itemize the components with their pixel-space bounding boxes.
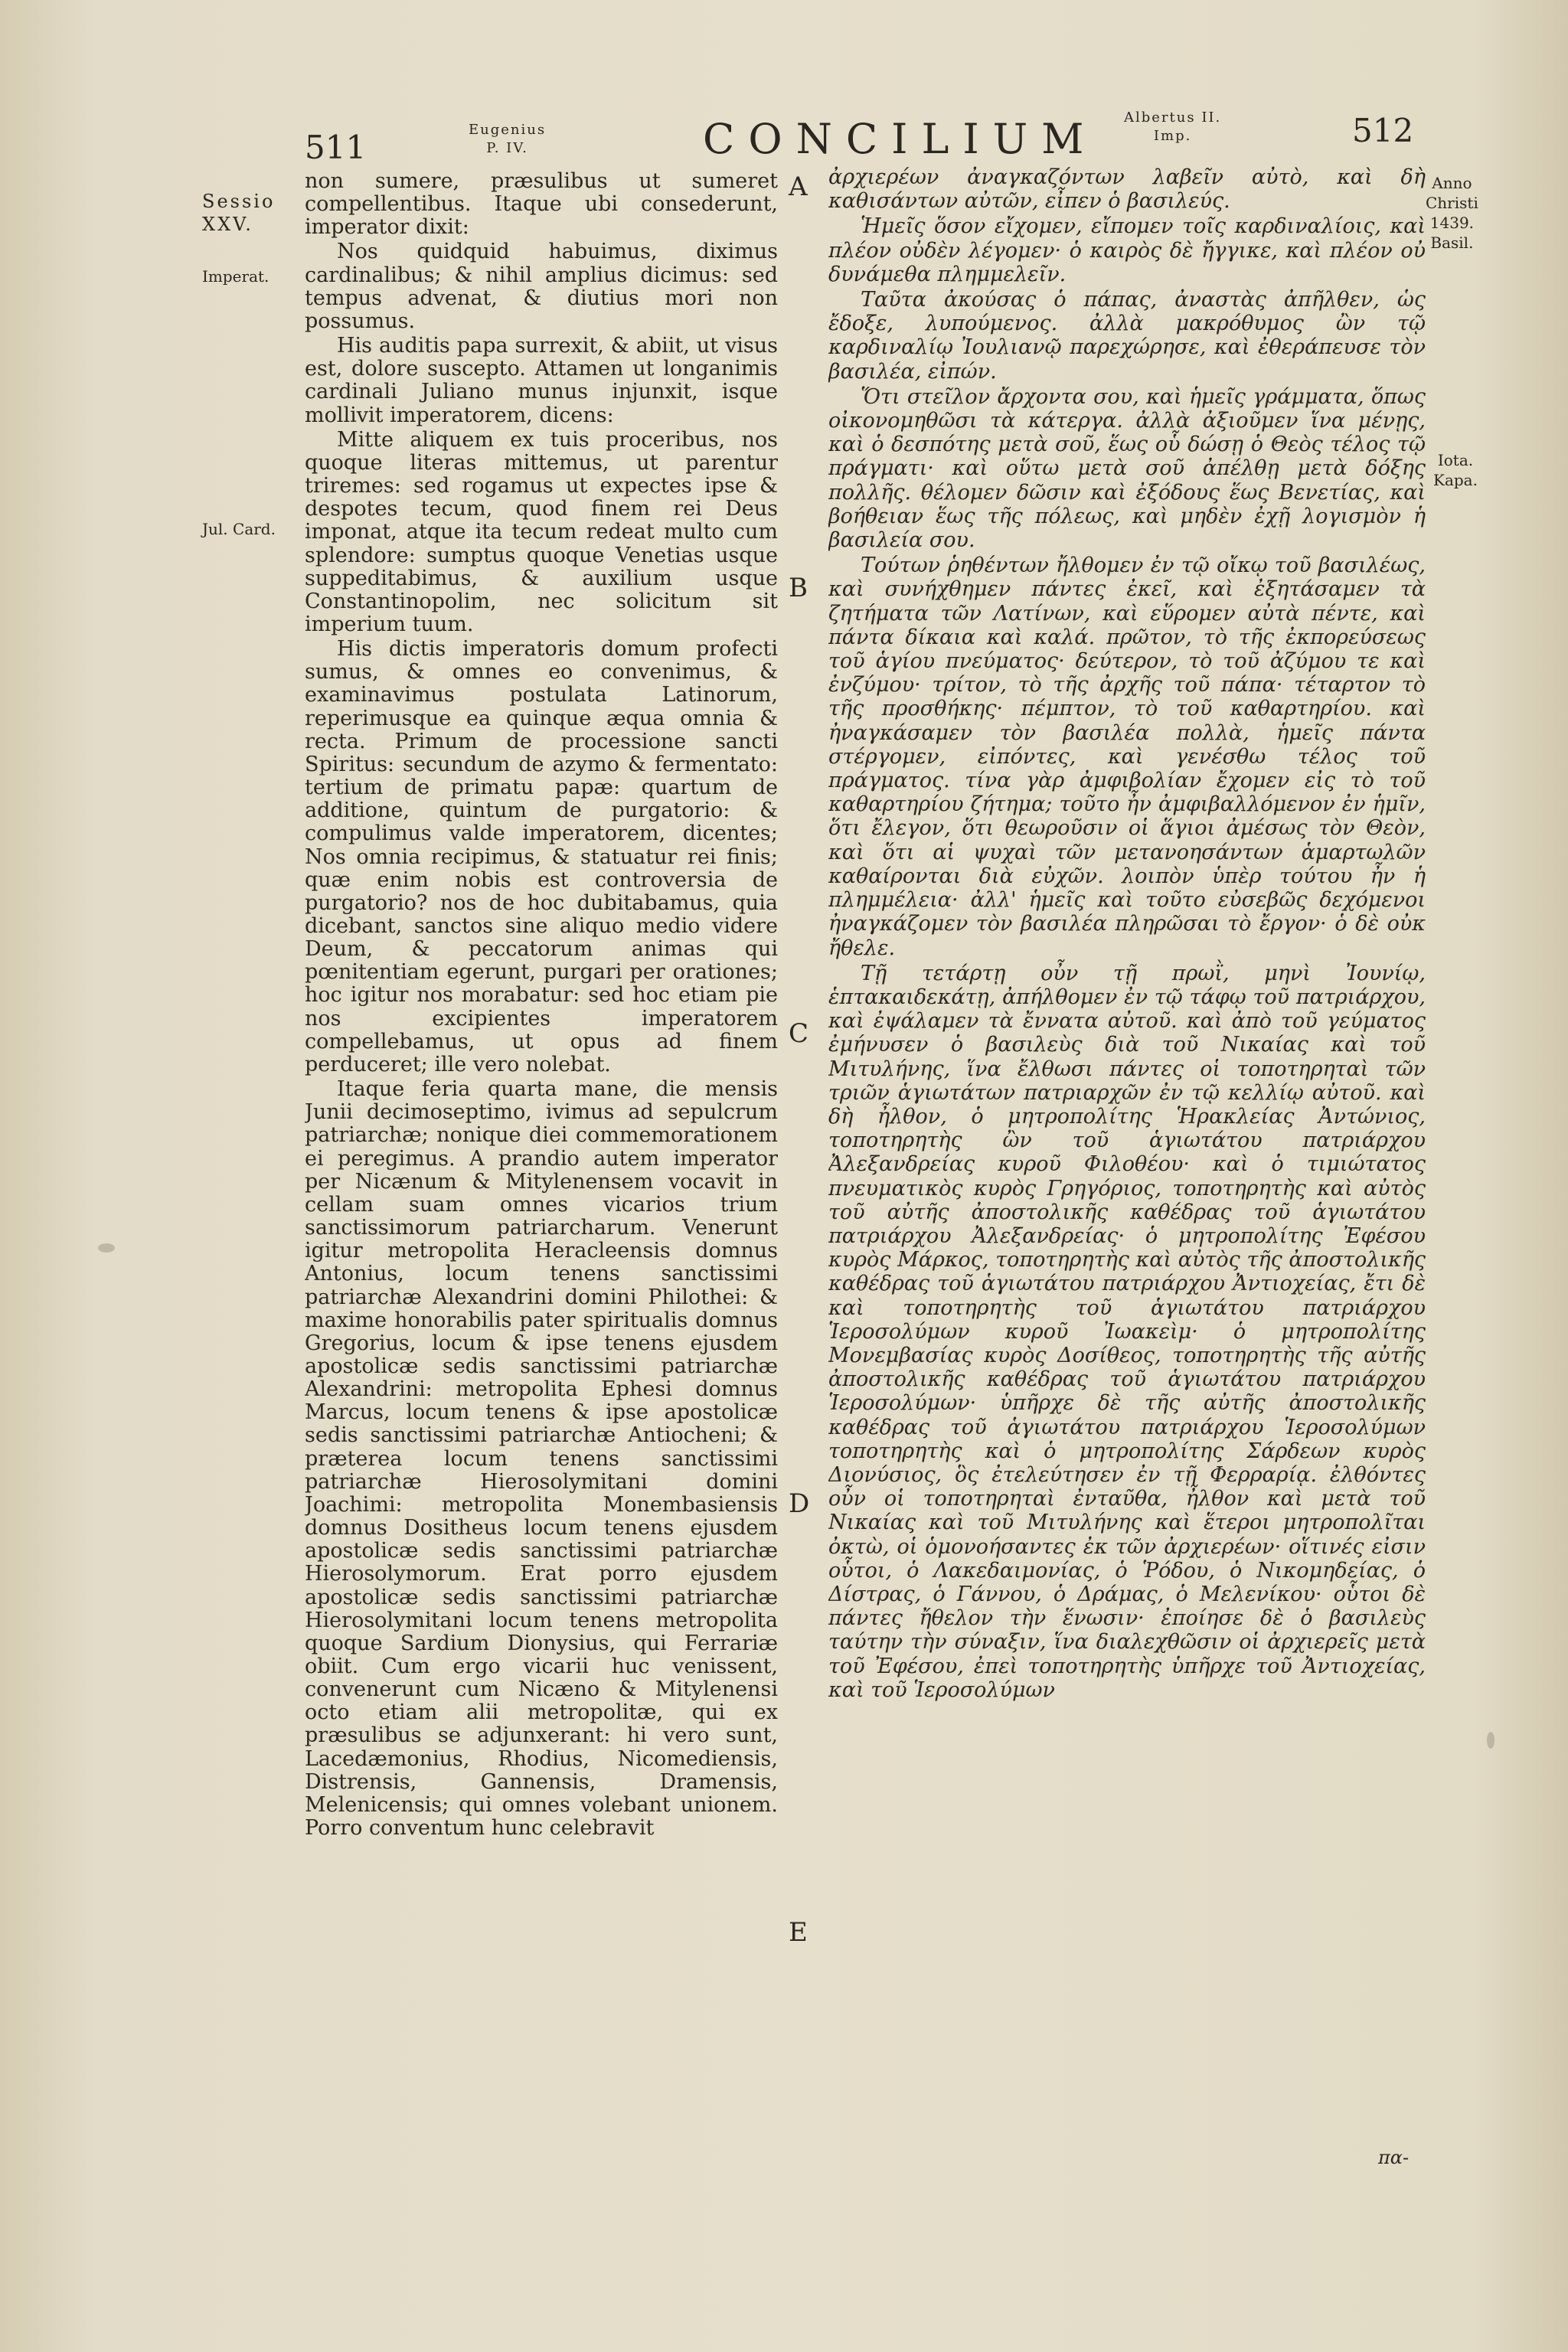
greek-paragraph: ἀρχιερέων ἀναγκαζόντων λαβεῖν αὐτὸ, καὶ δὴ καθισάντων αὐτῶν, εἶπεν ὁ βασιλεύς. bbox=[828, 165, 1426, 214]
margin-note-anno bbox=[1426, 173, 1478, 253]
section-letter-e: E bbox=[789, 1917, 808, 1948]
emperor-subtitle: Imp. bbox=[1153, 128, 1192, 144]
page-number-left: 511 bbox=[305, 129, 367, 166]
ink-smudge bbox=[98, 1243, 115, 1253]
running-head-pope bbox=[469, 121, 546, 158]
greek-column bbox=[828, 165, 1426, 2141]
running-title: CONCILIUM bbox=[703, 115, 1098, 163]
page-number-right: 512 bbox=[1352, 112, 1414, 149]
kapa-label: Kapa. bbox=[1433, 471, 1478, 489]
sessio-number: XXV. bbox=[202, 214, 253, 235]
basil-label: Basil. bbox=[1430, 234, 1474, 252]
latin-paragraph: His auditis papa surrexit, & abiit, ut visus est, dolore suscepto. Attamen ut longanimis cardinali Juliano munus injunxit, isque mollivit imperatorem, dicens: bbox=[305, 334, 778, 427]
margin-note-sessio bbox=[202, 190, 275, 236]
latin-paragraph: Itaque feria quarta mane, die mensis Junii decimoseptimo, ivimus ad sepulcrum patriarchæ; nonique diei commemorationem ei peregimus. A prandio autem imperator per Nicænum & Mitylenensem vocavit in cellam suam omnes vicarios trium sanctissimorum patriarcharum. Venerunt igitur metropolita Heracleensis domnus Antonius, locum tenens sanctissimi patriarchæ Alexandrini domini Philothei: & maxime honorabilis pater spiritualis domnus Gregorius, locum & ipse tenens ejusdem apostolicæ sedis sanctissimi patriarchæ Alexandrini: metropolita Ephesi domnus Marcus, locum tenens & ipse apostolicæ sedis sanctissimi patriarchæ Antiocheni; & præterea locum tenens sanctissimi patriarchæ Hierosolymitani domini Joachimi: metropolita Monembasiensis domnus Dositheus locum tenens ejusdem apostolicæ sedis sanctissimi patriarchæ Hierosolymorum. Erat porro ejusdem apostolicæ sedis sanctissimi patriarchæ Hierosolymitani locum tenens metropolita quoque Sardium Dionysius, qui Ferrariæ obiit. Cum ergo vicarii huc venissent, convenerunt cum Nicæno & Mitylenensi octo etiam alii metropolitæ, qui ex præsulibus se adjunxerant: hi vero sunt, Lacedæmonius, Rhodius, Nicomediensis, Distrensis, Gannensis, Dramensis, Melenicensis; qui omnes volebant unionem. Porro conventum hunc celebravit bbox=[305, 1077, 778, 1841]
greek-paragraph: Ταῦτα ἀκούσας ὁ πάπας, ἀναστὰς ἀπῆλθεν, ὡς ἔδοξε, λυπούμενος. ἀλλὰ μακρόθυμος ὢν τῷ καρδιναλίῳ Ἰουλιανῷ παρεχώρησε, καὶ ἐθεράπευσε τὸν βασιλέα, εἰπών. bbox=[828, 288, 1426, 384]
section-letter-b: B bbox=[789, 573, 808, 603]
greek-paragraph: Τῇ τετάρτῃ οὖν τῇ πρωῒ, μηνὶ Ἰουνίῳ, ἑπτακαιδεκάτῃ, ἀπήλθομεν ἐν τῷ τάφῳ τοῦ πατριάρχου, καὶ ἐψάλαμεν τὰ ἔννατα αὐτοῦ. καὶ ἀπὸ τοῦ γεύματος ἐμήνυσεν ὁ βασιλεὺς διὰ τοῦ Νικαίας καὶ τοῦ Μιτυλήνης, ἵνα ἔλθωσι πάντες οἱ τοποτηρηταὶ τῶν τριῶν ἁγιωτάτων πατριαρχῶν ἐν τῷ κελλίῳ αὐτοῦ. καὶ δὴ ἦλθον, ὁ μητροπολίτης Ἡρακλείας Ἀντώνιος, τοποτηρητὴς ὢν τοῦ ἁγιωτάτου πατριάρχου Ἀλεξανδρείας κυροῦ Φιλοθέου· καὶ ὁ τιμιώτατος πνευματικὸς κυρὸς Γρηγόριος, τοποτηρητὴς καὶ αὐτὸς τοῦ αὐτῆς ἀποστολικῆς καθέδρας τοῦ ἁγιωτάτου πατριάρχου Ἀλεξανδρείας· ὁ μητροπολίτης Ἐφέσου κυρὸς Μάρκος, τοποτηρητὴς καὶ αὐτὸς τῆς ἀποστολικῆς καθέδρας τοῦ ἁγιωτάτου πατριάρχου Ἀντιοχείας, ἔτι δὲ καὶ τοποτηρητὴς τοῦ ἁγιωτάτου πατριάρχου Ἱεροσολύμων κυροῦ Ἰωακεὶμ· ὁ μητροπολίτης Μονεμβασίας κυρὸς Δοσίθεος, τοποτηρητὴς τῆς αὐτῆς ἀποστολικῆς καθέδρας τοῦ ἁγιωτάτου πατριάρχου Ἱεροσολύμων· ὑπῆρχε δὲ τῆς αὐτῆς ἀποστολικῆς καθέδρας τοῦ ἁγιωτάτου πατριάρχου Ἱεροσολύμων τοποτηρητὴς καὶ ὁ μητροπολίτης Σάρδεων κυρὸς Διονύσιος, ὃς ἐτελεύτησεν ἐν τῇ Φερραρίᾳ. ἐλθόντες οὖν οἱ τοποτηρηταὶ ἐνταῦθα, ἦλθον καὶ μετὰ τοῦ Νικαίας καὶ τοῦ Μιτυλήνης καὶ ἕτεροι μητροπολῖται ὀκτὼ, οἱ ὁμονοήσαντες ἐκ τῶν ἀρχιερέων· οἵτινές εἰσιν οὗτοι, ὁ Λακεδαιμονίας, ὁ Ῥόδου, ὁ Νικομηδείας, ὁ Δίστρας, ὁ Γάννου, ὁ Δράμας, ὁ Μελενίκου· οὗτοι δὲ πάντες ἤθελον τὴν ἕνωσιν· ἐποίησε δὲ ὁ βασιλεὺς ταύτην τὴν σύναξιν, ἵνα διαλεχθῶσιν οἱ ἀρχιερεῖς μετὰ τοῦ Ἐφέσου, ἐπεὶ τοποτηρητὴς ὑπῆρχε τοῦ Ἀντιοχείας, καὶ τοῦ Ἱεροσολύμων bbox=[828, 961, 1426, 1702]
greek-paragraph: Ὅτι στεῖλον ἄρχοντα σου, καὶ ἡμεῖς γράμματα, ὅπως οἰκονομηθῶσι τὰ κάτεργα. ἀλλὰ ἀξιοῦμεν ἵνα μένῃς, καὶ ὁ δεσπότης μετὰ σοῦ, ἕως οὗ δώσῃ ὁ Θεὸς τέλος τῷ πράγματι· καὶ οὕτω μετὰ σοῦ ἀπέλθῃ μετὰ δόξης πολλῆς. θέλομεν δῶσιν καὶ ἐξόδους ἕως Βενετίας, καὶ βοήθειαν ἕως τῆς πόλεως, καὶ μηδὲν ἐχῇ λογισμὸν ἡ βασιλεία σου. bbox=[828, 384, 1426, 553]
pope-subtitle: P. IV. bbox=[486, 140, 528, 156]
pope-name: Eugenius bbox=[469, 122, 547, 138]
catchword: πα- bbox=[1378, 2147, 1410, 2168]
section-letter-a: A bbox=[789, 172, 808, 202]
margin-note-iota bbox=[1433, 450, 1478, 490]
margin-note-imperat: Imperat. bbox=[202, 267, 270, 286]
sessio-label: Sessio bbox=[202, 191, 276, 212]
year-label: 1439. bbox=[1429, 214, 1475, 232]
latin-paragraph: Mitte aliquem ex tuis proceribus, nos quoque literas mittemus, ut parentur triremes: sed rogamus ut expectes ipse & despotes tecum, quod finem rei Deus imponat, atque ita tecum redeat multo cum splendore: sumptus quoque Venetias usque suppeditabimus, & auxilium usque Constantinopolim, nec solicitum sit imperium tuum. bbox=[305, 427, 778, 636]
latin-column bbox=[305, 170, 778, 2145]
greek-paragraph: Ἡμεῖς ὅσον εἴχομεν, εἴπομεν τοῖς καρδιναλίοις, καὶ πλέον οὐδὲν λέγομεν· ὁ καιρὸς δὲ ἤγγικε, καὶ πλέον οὐ δυνάμεθα πλημμελεῖν. bbox=[828, 214, 1426, 286]
latin-paragraph: non sumere, præsulibus ut sumeret compellentibus. Itaque ubi consederunt, imperator dixit: bbox=[305, 170, 778, 240]
section-letter-d: D bbox=[789, 1488, 810, 1519]
christi-label: Christi bbox=[1426, 194, 1478, 212]
greek-paragraph: Τούτων ῥηθέντων ἤλθομεν ἐν τῷ οἴκῳ τοῦ βασιλέως, καὶ συνήχθημεν πάντες ἐκεῖ, καὶ ἐξητάσαμεν τὰ ζητήματα τῶν Λατίνων, καὶ εὕρομεν αὐτὰ πέντε, καὶ πάντα δίκαια καὶ καλά. πρῶτον, τὸ τῆς ἐκπορεύσεως τοῦ ἁγίου πνεύματος· δεύτερον, τὸ τοῦ ἀζύμου τε καὶ ἐνζύμου· τρίτον, τὸ τῆς ἀρχῆς τοῦ πάπα· τέταρτον τὸ τῆς προσθήκης· πέμπτον, τὸ τοῦ καθαρτηρίου. καὶ ἠναγκάσαμεν τὸν βασιλέα πολλὰ, ἡμεῖς πάντα στέργομεν, εἰπόντες, καὶ γενέσθω τέλος τοῦ πράγματος. τίνα γὰρ ἀμφιβολίαν ἔχομεν εἰς τὸ τοῦ καθαρτηρίου ζήτημα; τοῦτο ἦν ἀμφιβαλλόμενον ἐν ἡμῖν, ὅτι ἔλεγον, ὅτι θεωροῦσιν οἱ ἅγιοι ἀμέσως τὸν Θεὸν, καὶ ὅτι αἱ ψυχαὶ τῶν μετανοησάντων ἁμαρτωλῶν καθαίρονται διὰ εὐχῶν. λοιπὸν ὑπὲρ τούτου ἦν ἡ πλημμέλεια· ἀλλ' ἡμεῖς καὶ τοῦτο εὐσεβῶς δεχόμενοι ἠναγκάζομεν τὸν βασιλέα πληρῶσαι τὸ ἔργον· ὁ δὲ οὐκ ἤθελε. bbox=[828, 554, 1426, 960]
section-letter-c: C bbox=[789, 1018, 809, 1049]
margin-note-julcard: Jul. Card. bbox=[202, 520, 276, 538]
latin-paragraph: His dictis imperatoris domum profecti sumus, & omnes eo convenimus, & examinavimus postulata Latinorum, reperimusque ea quinque æqua omnia & recta. Primum de processione sancti Spiritus: secundum de azymo & fermentato: tertium de primatu papæ: quartum de additione, quintum de purgatorio: & compulimus valde imperatorem, dicentes; Nos omnia recipimus, & statuatur rei finis; quæ enim nobis est controversia de purgatorio? nos de hoc dubitabamus, quia dicebant, sanctos sine aliquo medio videre Deum, & peccatorum animas qui pœnitentiam egerunt, purgari per orationes; hoc igitur nos morabatur: sed hoc etiam pie nos excipientes imperatorem compellebamus, ut opus ad finem perduceret; ille vero nolebat. bbox=[305, 637, 778, 1076]
ink-smudge bbox=[1487, 1732, 1494, 1749]
emperor-name: Albertus II. bbox=[1124, 109, 1222, 126]
iota-label: Iota. bbox=[1437, 451, 1474, 469]
latin-paragraph: Nos quidquid habuimus, diximus cardinalibus; & nihil amplius dicimus: sed tempus advenat, & diutius mori non possumus. bbox=[305, 240, 778, 333]
running-head-emperor bbox=[1124, 109, 1221, 145]
anno-label: Anno bbox=[1432, 174, 1472, 192]
